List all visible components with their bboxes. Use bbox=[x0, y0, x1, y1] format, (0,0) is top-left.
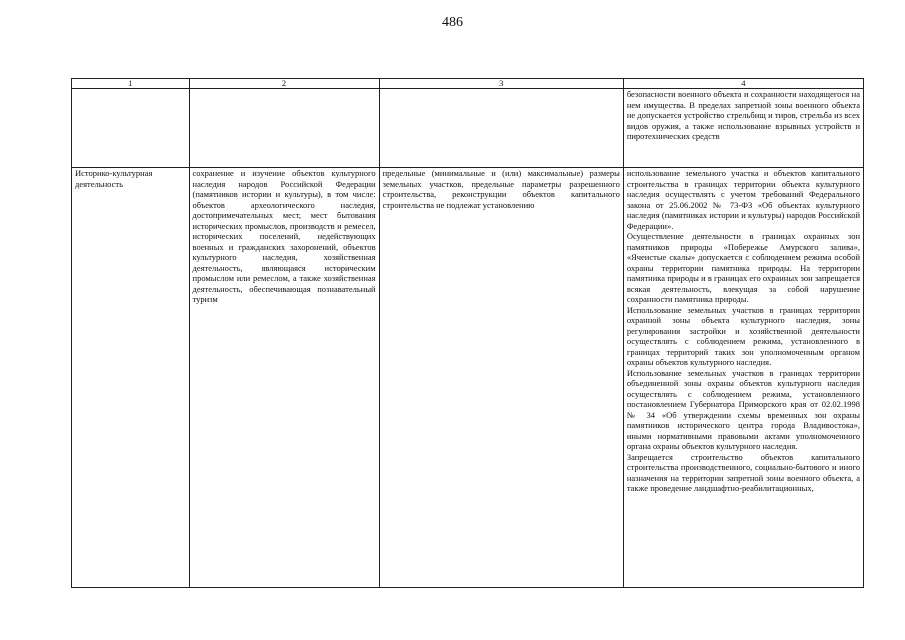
column-number-3: 3 bbox=[379, 79, 623, 89]
land-use-table bbox=[71, 78, 864, 588]
table-row-continuation bbox=[72, 89, 864, 168]
restriction-paragraph: Использование земельных участков в границах территории объединенной зоны охраны объектов культурного наследия осуществлять с соблюдением режима, установленного постановлением Губернатора Приморского края от 02.02.1998 № 34 «Об утверждении схемы временных зон охраны памятников исторического центра города Владивостока», иными нормативными правовыми актами уполномоченного органа охраны объектов культурного наследия. bbox=[626, 367, 860, 451]
cell-continuation-3 bbox=[379, 89, 623, 168]
cell-restrictions bbox=[623, 168, 863, 588]
cell-continuation-1 bbox=[72, 89, 190, 168]
cell-parameters: предельные (минимальные и (или) максимальные) размеры земельных участков, предельные параметры разрешенного строительства, реконструкции объектов капитального строительства не подлежат установлению bbox=[379, 168, 623, 588]
cell-use-type: Историко-культурная деятельность bbox=[72, 168, 190, 588]
page-number: 486 bbox=[442, 15, 463, 30]
column-number-2: 2 bbox=[189, 79, 379, 89]
column-number-4: 4 bbox=[623, 79, 863, 89]
table-row-historical-cultural bbox=[72, 168, 864, 588]
restriction-paragraph: Осуществление деятельности в границах охранных зон памятников природы «Побережье Амурского залива», «Ячеистые скалы» допускается с соблюдением режима особой охраны территории памятника природы. На территории памятника природы и в границах его охранных зон запрещается всякая деятельность, влекущая за собой нарушение сохранности памятника природы. bbox=[626, 231, 860, 304]
restriction-paragraph: Запрещается строительство объектов капитального строительства производственного, социально-бытового и иного назначения на территории запретной зоны военного объекта, а также проведение ландшафтно-реабилитационных, bbox=[626, 451, 860, 493]
table-header-row bbox=[72, 79, 864, 89]
column-number-1: 1 bbox=[72, 79, 190, 89]
restriction-paragraph: использование земельного участка и объектов капитального строительства в границах территории объекта культурного наследия осуществлять с учетом требований Федерального закона от 25.06.2002 № 73-ФЗ «Об объектах культурного наследия (памятниках истории и культуры) народов Российской Федерации». bbox=[626, 168, 860, 231]
cell-use-description: сохранение и изучение объектов культурного наследия народов Российской Федерации (памятников истории и культуры), в том числе: объектов археологического наследия, достопримечательных мест, мест бытования исторических промыслов, производств и ремесел, исторических поселений, недействующих военных и гражданских захоронений, объектов культурного наследия, хозяйственная деятельность, являющаяся историческим промыслом или ремеслом, а также хозяйственная деятельность, обеспечивающая познавательный туризм bbox=[189, 168, 379, 588]
cell-continuation-2 bbox=[189, 89, 379, 168]
restriction-paragraph: Использование земельных участков в границах территории охранной зоны объекта культурного наследия, зоны регулирования застройки и хозяйственной деятельности осуществлять с соблюдением режима, установленного в границах территорий таких зон уполномоченным органом охраны объектов культурного наследия. bbox=[626, 304, 860, 367]
cell-continuation-4: безопасности военного объекта и сохранности находящегося на нем имущества. В пределах запретной зоны военного объекта не допускается устройство стрельбищ и тиров, стрельба из всех видов оружия, а также использование взрывных устройств и пиротехнических средств bbox=[623, 89, 863, 168]
